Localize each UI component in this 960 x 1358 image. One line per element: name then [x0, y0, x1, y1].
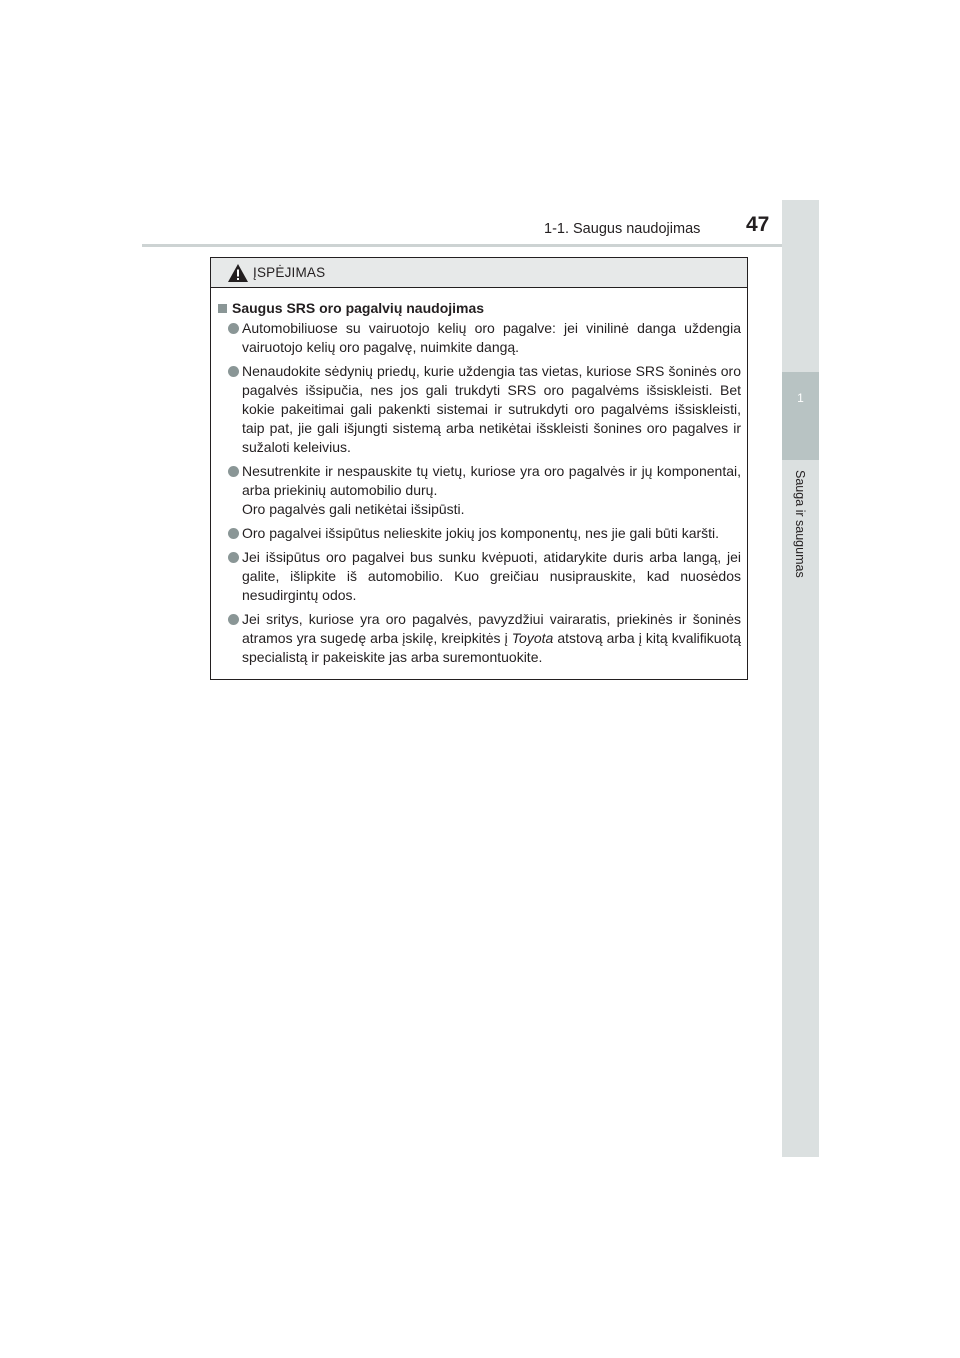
bullet-icon [228, 366, 239, 377]
bullet-icon [228, 323, 239, 334]
bullet-icon [228, 466, 239, 477]
list-item-text: Nenaudokite sėdynių priedų, kurie uždengia tas vietas, kuriose SRS šoninės oro pagalvės išsipučia, nes jos gali trukdyti SRS oro pagalvėms išsiskleisti. Bet kokie pakeitimai gali pakenkti sistemai ir sutrukdyti oro pagalvėms išsiskleisti, taip pat, jie gali išjungti sistemą arba netikėtai išskleisti šonines oro pagalves ir sužaloti keleivius. [242, 363, 741, 455]
subheading-text: Saugus SRS oro pagalvių naudojimas [232, 300, 485, 316]
side-strip [782, 200, 819, 1157]
warning-triangle-icon [227, 263, 249, 283]
warning-box [210, 257, 748, 680]
list-item-text [242, 610, 741, 667]
list-item-text: Oro pagalvei išsipūtus nelieskite jokių jos komponentų, nes jie gali būti karšti. [242, 525, 720, 541]
list-item-text: Oro pagalvės gali netikėtai išsipūsti. [242, 501, 465, 517]
list-item-text: Automobiliuose su vairuotojo kelių oro pagalve: jei vinilinė danga uždengia vairuotojo kelių oro pagalvę, nuimkite dangą. [242, 320, 741, 355]
chapter-number: 1 [797, 391, 804, 405]
list-item [217, 524, 741, 543]
section-title: 1-1. Saugus naudojimas [544, 221, 701, 237]
warning-title: ĮSPĖJIMAS [253, 265, 326, 280]
bullet-icon [228, 552, 239, 563]
list-item-text-part: atstovą arba į kitą kvalifikuotą specialistą ir pakeiskite jas arba suremontuokite. [242, 630, 741, 665]
bullet-icon [228, 614, 239, 625]
list-item-text: Jei išsipūtus oro pagalvei bus sunku kvėpuoti, atidarykite duris arba langą, jei galite, išlipkite iš automobilio. Kuo greičiau nusiprauskite, kad nuosėdos nesudirgintų odos. [242, 549, 741, 603]
list-item [217, 462, 741, 519]
page-number: 47 [746, 213, 770, 236]
header-rule [142, 244, 819, 247]
warning-header [211, 258, 747, 288]
bullet-icon [228, 528, 239, 539]
chapter-tab [782, 372, 819, 460]
square-bullet-icon [218, 304, 227, 313]
warning-body [211, 288, 747, 667]
list-item [217, 362, 741, 457]
list-item [217, 548, 741, 605]
list-item-text: Nesutrenkite ir nespauskite tų vietų, kuriose yra oro pagalvės ir jų komponentai, arba priekinių automobilio durų. [242, 463, 741, 498]
warning-subheading [217, 300, 741, 316]
chapter-label: Sauga ir saugumas [793, 470, 807, 578]
list-item [217, 610, 741, 667]
list-item [217, 319, 741, 357]
list-item-text-part: Jei sritys, kuriose yra oro pagalvės, pavyzdžiui vairaratis, priekinės ir šoninės atramos yra sugedę arba įskilę, kreipkitės į [242, 611, 741, 646]
brand-name: Toyota [511, 630, 554, 646]
